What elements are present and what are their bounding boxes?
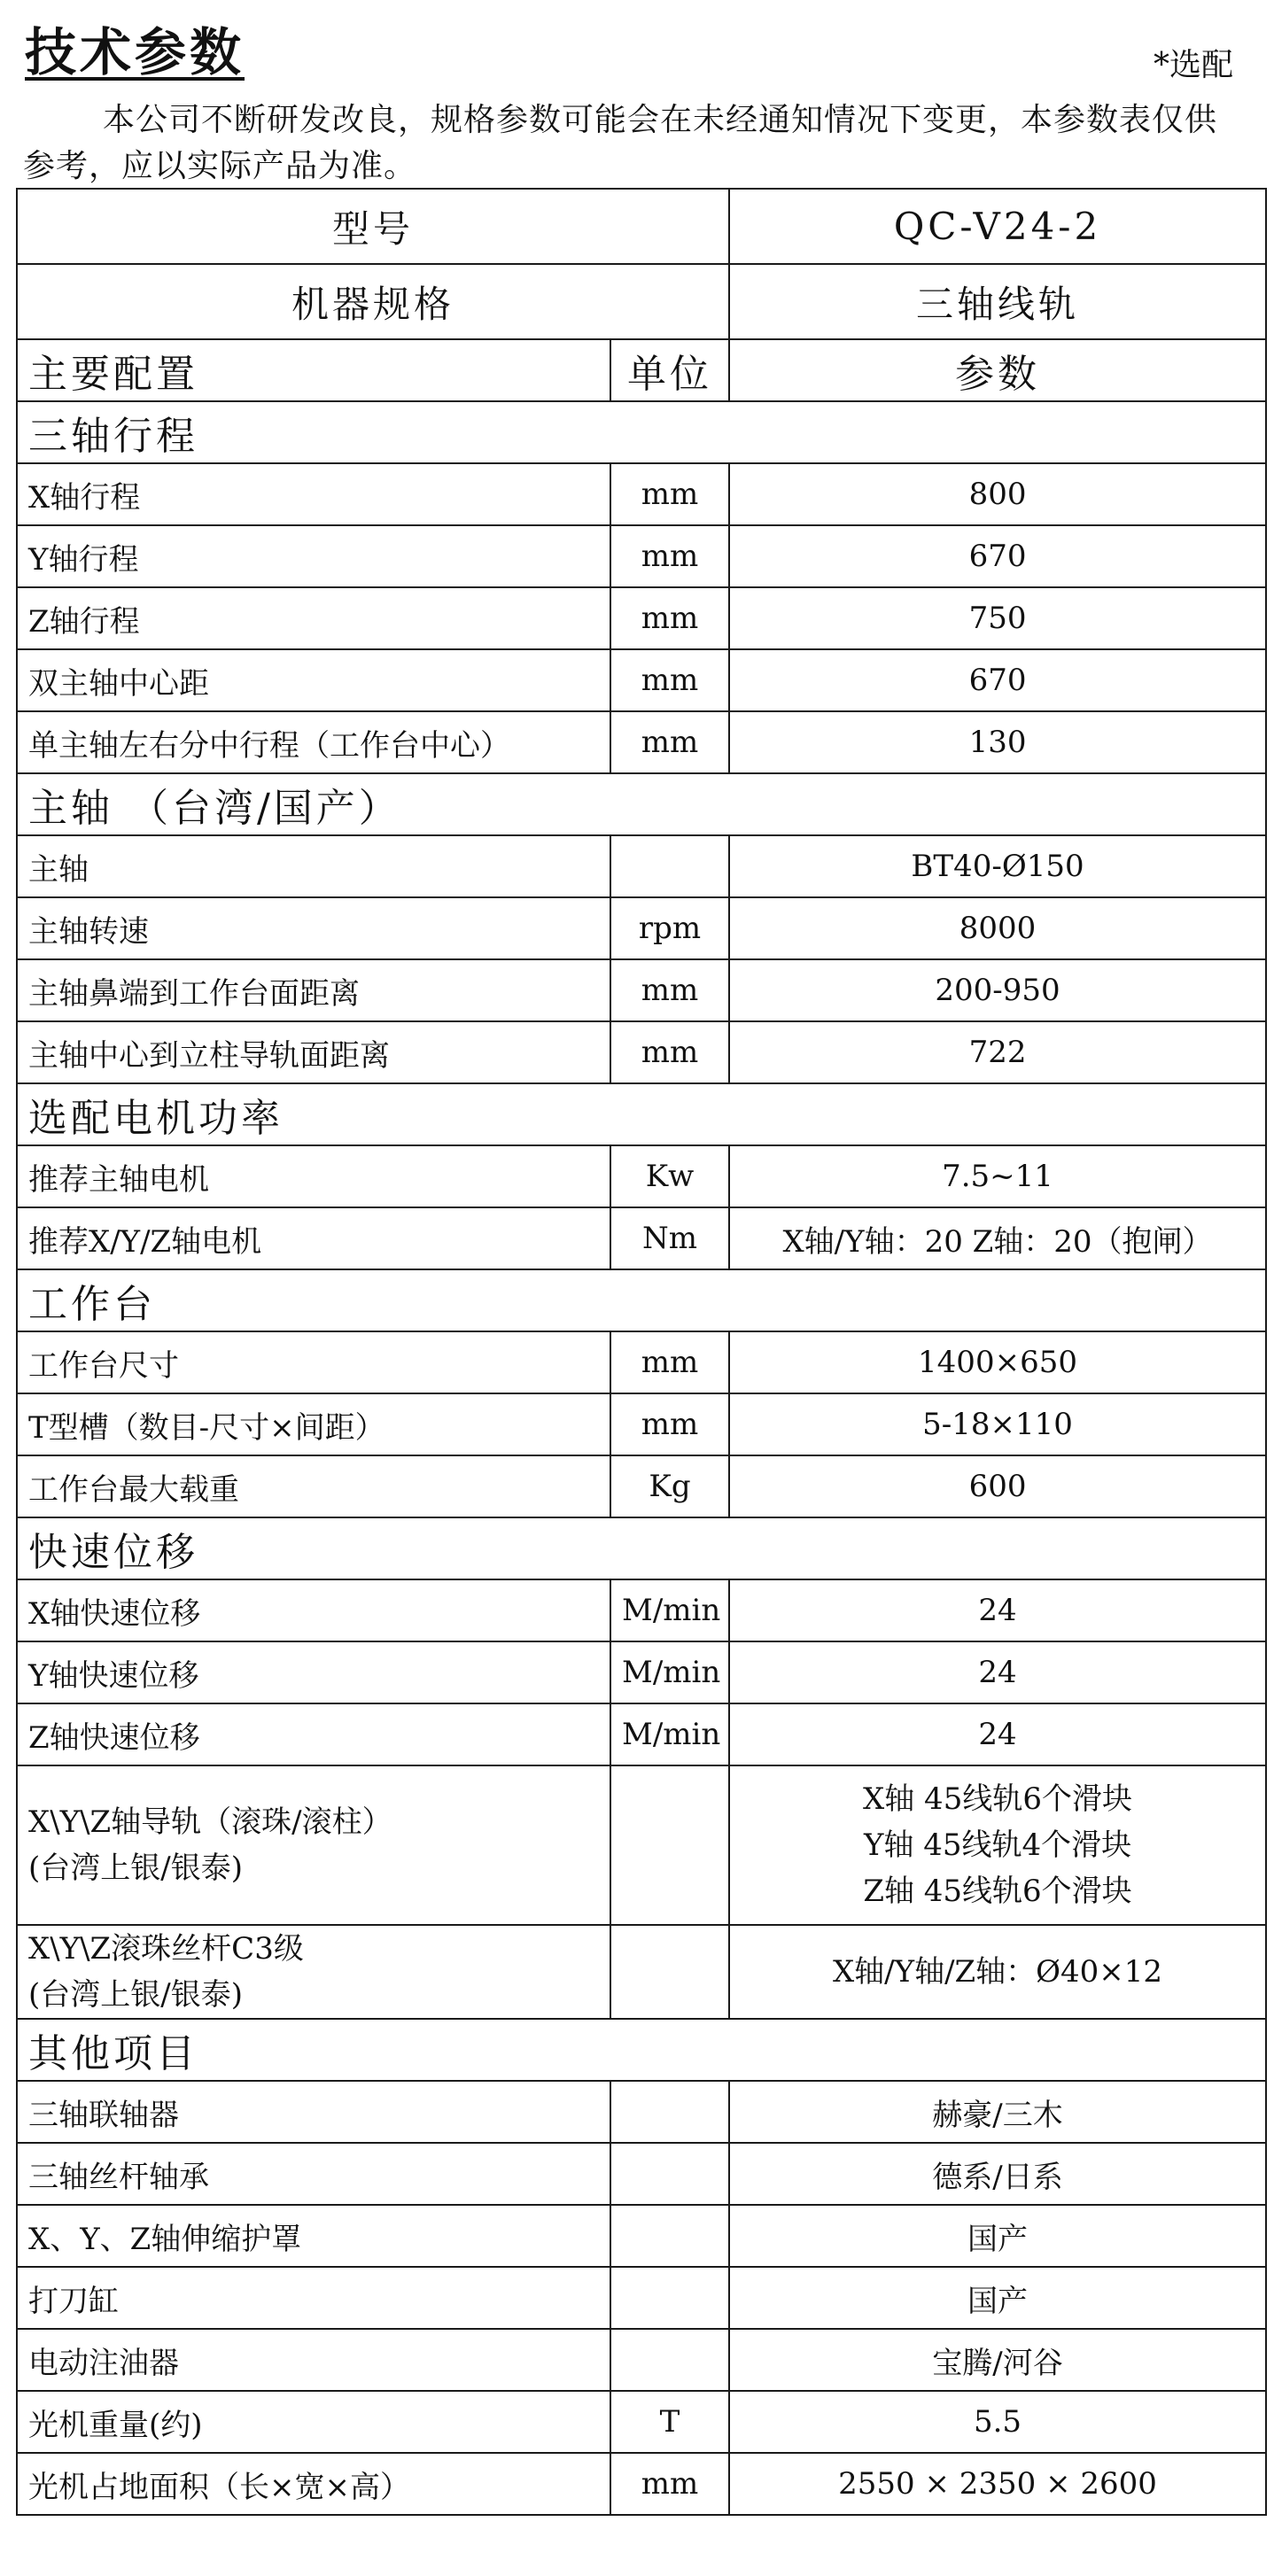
row-value: 5.5 (729, 2391, 1266, 2453)
row-value: 8000 (729, 897, 1266, 959)
table-row (17, 587, 1266, 649)
table-row (17, 2453, 1266, 2515)
row-value-line: X轴 45线轨6个滑块 (863, 1781, 1132, 1817)
row-name (17, 1765, 610, 1925)
row-name: Z轴快速位移 (17, 1703, 610, 1765)
table-row (17, 525, 1266, 587)
guide-rail-row (17, 1765, 1266, 1925)
row-name: 推荐主轴电机 (17, 1145, 610, 1207)
row-value: 德系/日系 (729, 2143, 1266, 2205)
section-title: 其他项目 (17, 2019, 1266, 2081)
row-value-line: Z轴 45线轨6个滑块 (863, 1874, 1132, 1909)
row-name: 三轴丝杆轴承 (17, 2143, 610, 2205)
row-value: 2550 × 2350 × 2600 (729, 2453, 1266, 2515)
row-value: 200-950 (729, 959, 1266, 1021)
row-unit (610, 1765, 729, 1925)
row-value-line: Y轴 45线轨4个滑块 (863, 1827, 1132, 1863)
row-unit: Kg (610, 1455, 729, 1517)
row-value: 722 (729, 1021, 1266, 1083)
row-name: 工作台尺寸 (17, 1331, 610, 1393)
row-name: 主轴鼻端到工作台面距离 (17, 959, 610, 1021)
row-name: 光机重量(约) (17, 2391, 610, 2453)
row-name: X、Y、Z轴伸缩护罩 (17, 2205, 610, 2267)
table-row (17, 1641, 1266, 1703)
table-row (17, 2391, 1266, 2453)
row-value: 24 (729, 1579, 1266, 1641)
model-row (17, 189, 1266, 264)
row-unit: rpm (610, 897, 729, 959)
section-title: 主轴 （台湾/国产） (17, 773, 1266, 835)
row-name: 光机占地面积（长×宽×高） (17, 2453, 610, 2515)
row-unit (610, 2143, 729, 2205)
row-name: Z轴行程 (17, 587, 610, 649)
row-unit: mm (610, 1331, 729, 1393)
table-row (17, 463, 1266, 525)
row-unit (610, 2329, 729, 2391)
table-row (17, 897, 1266, 959)
row-value: 5-18×110 (729, 1393, 1266, 1455)
row-unit (610, 2205, 729, 2267)
section-title: 选配电机功率 (17, 1083, 1266, 1145)
section-title: 快速位移 (17, 1517, 1266, 1579)
row-unit (610, 2267, 729, 2329)
row-name-text: 主轴 (28, 851, 89, 888)
row-name: Y轴快速位移 (17, 1641, 610, 1703)
row-value: BT40-Ø150 (729, 835, 1266, 897)
model-value: QC-V24-2 (729, 189, 1266, 264)
row-unit: mm (610, 649, 729, 711)
row-name: 三轴联轴器 (17, 2081, 610, 2143)
row-name: 电动注油器 (17, 2329, 610, 2391)
row-value: 宝腾/河谷 (729, 2329, 1266, 2391)
section-title: 工作台 (17, 1269, 1266, 1331)
row-unit: M/min (610, 1641, 729, 1703)
row-name (17, 835, 610, 897)
section-header-worktable (17, 1269, 1266, 1331)
row-value (729, 1765, 1266, 1925)
table-row (17, 2205, 1266, 2267)
row-value: 800 (729, 463, 1266, 525)
row-unit: Kw (610, 1145, 729, 1207)
row-value: 7.5~11 (729, 1145, 1266, 1207)
page-title: 技术参数 (25, 22, 245, 82)
spec-value: 三轴线轨 (729, 264, 1266, 339)
disclaimer-notice: 本公司不断研发改良，规格参数可能会在未经通知情况下变更，本参数表仅供参考，应以实际产品为准。 (23, 102, 1218, 184)
row-value: 国产 (729, 2267, 1266, 2329)
row-unit: mm (610, 463, 729, 525)
table-row (17, 2143, 1266, 2205)
column-header-unit: 单位 (610, 339, 729, 401)
row-unit: mm (610, 525, 729, 587)
row-value: 670 (729, 525, 1266, 587)
model-label: 型号 (17, 189, 729, 264)
row-value: 750 (729, 587, 1266, 649)
row-value: 赫豪/三木 (729, 2081, 1266, 2143)
row-unit: mm (610, 711, 729, 773)
section-title: 三轴行程 (17, 401, 1266, 463)
row-value: 国产 (729, 2205, 1266, 2267)
table-row (17, 1703, 1266, 1765)
row-unit: mm (610, 1021, 729, 1083)
sheet-header (0, 0, 1274, 188)
table-row (17, 2267, 1266, 2329)
section-header-travel (17, 401, 1266, 463)
row-name: 主轴转速 (17, 897, 610, 959)
spec-table (16, 188, 1267, 2516)
row-value: X轴/Y轴：20 Z轴：20（抱闸） (729, 1207, 1266, 1269)
table-row (17, 835, 1266, 897)
option-note: *选配 (1153, 47, 1233, 83)
table-row (17, 1393, 1266, 1455)
row-unit: mm (610, 1393, 729, 1455)
row-unit: mm (610, 587, 729, 649)
row-name-line: X\Y\Z滚珠丝杆C3级 (28, 1931, 304, 1967)
column-header-param: 参数 (729, 339, 1266, 401)
row-value: 130 (729, 711, 1266, 773)
row-name: 主轴中心到立柱导轨面距离 (17, 1021, 610, 1083)
row-name: 工作台最大载重 (17, 1455, 610, 1517)
row-name-line: (台湾上银/银泰) (28, 1851, 243, 1886)
column-header-row (17, 339, 1266, 401)
row-name (17, 1925, 610, 2019)
row-value: 24 (729, 1703, 1266, 1765)
table-row (17, 1579, 1266, 1641)
section-header-others (17, 2019, 1266, 2081)
table-row (17, 1455, 1266, 1517)
row-unit: Nm (610, 1207, 729, 1269)
spec-row (17, 264, 1266, 339)
row-name: X轴行程 (17, 463, 610, 525)
row-unit (610, 835, 729, 897)
row-unit (610, 1925, 729, 2019)
ball-screw-row (17, 1925, 1266, 2019)
row-name: 双主轴中心距 (17, 649, 610, 711)
row-value: 1400×650 (729, 1331, 1266, 1393)
table-row (17, 649, 1266, 711)
row-value: 24 (729, 1641, 1266, 1703)
spec-label: 机器规格 (17, 264, 729, 339)
table-row (17, 2081, 1266, 2143)
row-unit: mm (610, 959, 729, 1021)
table-row (17, 1021, 1266, 1083)
row-name-line: (台湾上银/银泰) (28, 1977, 243, 2013)
row-unit: T (610, 2391, 729, 2453)
table-row (17, 1145, 1266, 1207)
table-row (17, 711, 1266, 773)
table-row (17, 2329, 1266, 2391)
row-name: X轴快速位移 (17, 1579, 610, 1641)
row-name: T型槽（数目-尺寸×间距） (17, 1393, 610, 1455)
row-unit (610, 2081, 729, 2143)
row-unit: mm (610, 2453, 729, 2515)
row-name-text: Y轴行程 (28, 541, 139, 578)
row-name: 打刀缸 (17, 2267, 610, 2329)
row-value: 600 (729, 1455, 1266, 1517)
row-name: 推荐X/Y/Z轴电机 (17, 1207, 610, 1269)
row-name-line: X\Y\Z轴导轨（滚珠/滚柱） (28, 1804, 392, 1840)
table-row (17, 959, 1266, 1021)
section-header-motor (17, 1083, 1266, 1145)
table-row (17, 1207, 1266, 1269)
row-value: 670 (729, 649, 1266, 711)
row-name (17, 525, 610, 587)
section-header-spindle (17, 773, 1266, 835)
row-name: 单主轴左右分中行程（工作台中心） (17, 711, 610, 773)
column-header-config: 主要配置 (17, 339, 610, 401)
section-header-rapid-traverse (17, 1517, 1266, 1579)
row-value: X轴/Y轴/Z轴：Ø40×12 (729, 1925, 1266, 2019)
row-unit: M/min (610, 1703, 729, 1765)
table-row (17, 1331, 1266, 1393)
row-unit: M/min (610, 1579, 729, 1641)
